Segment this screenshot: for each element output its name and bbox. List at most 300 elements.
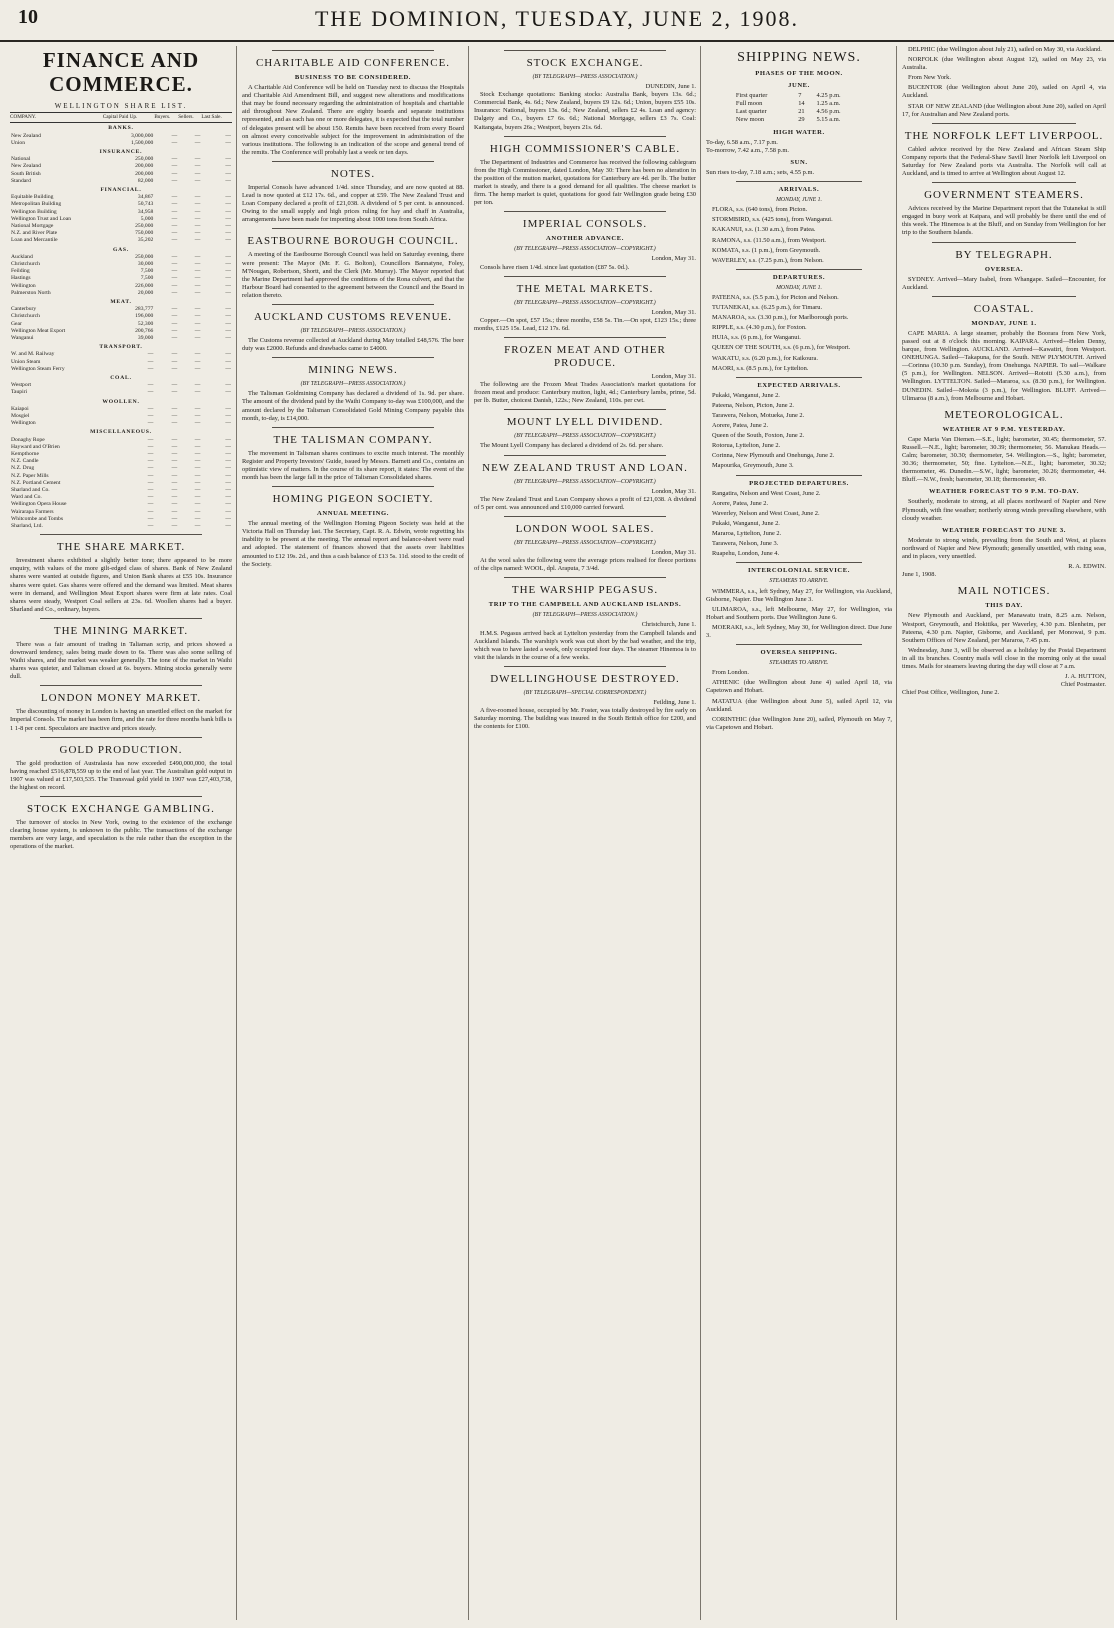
share-row — [10, 328, 232, 335]
shipping-entry: ULIMAROA, s.s., left Melbourne, May 27, for Wellington, via Hobart and Southern ports. Due Wellington June 6. — [706, 605, 892, 621]
moon-phases-title: PHASES OF THE MOON. — [755, 70, 843, 77]
share-cell: — — [225, 405, 231, 412]
share-cell: — — [171, 275, 178, 282]
share-cell: — — [171, 515, 178, 522]
share-row — [10, 230, 232, 237]
share-row — [10, 223, 232, 230]
share-cell: — — [225, 494, 231, 501]
share-cell: — — [194, 389, 201, 396]
share-row — [10, 268, 232, 275]
share-row — [10, 201, 232, 208]
share-category: GAS. — [112, 246, 130, 253]
share-cell: — — [194, 177, 201, 184]
share-cell: 7,500 — [140, 268, 154, 275]
share-cell: — — [194, 358, 201, 365]
column-rule — [896, 46, 897, 1620]
section-divider — [932, 182, 1076, 183]
share-cell: 50,743 — [137, 201, 154, 208]
share-cell: Canterbury — [11, 306, 37, 313]
share-cell: — — [225, 334, 231, 341]
share-table-header: COMPANY. — [10, 113, 103, 123]
share-cell: — — [147, 465, 154, 472]
article-title: HIGH COMMISSIONER'S CABLE. — [489, 142, 681, 155]
article-body: The following are the Frozen Meat Trades Association's market quotations for frozen meat and produce: Canterbury mutton, light, 4d.; Canterbury lambs, prime, 5d. per lb. Butter, choicest Danish, 122s.; New Zealand, 110s. per cwt. — [474, 381, 696, 405]
column-shipping — [706, 46, 892, 1620]
article-body: The Talisman Goldmining Company has declared a dividend of 1s. 9d. per share. The amount of the dividend paid by the Waihi Company to-day was £100,000, and the amount declared by the Talisman Consolidated Gold Mining Company payable this month, to-day, is £14,000. — [242, 390, 464, 422]
share-cell: Sharland and Co. — [11, 487, 50, 494]
share-cell: — — [194, 479, 201, 486]
share-cell: — — [194, 451, 201, 458]
share-cell: 200,000 — [135, 170, 154, 177]
share-cell: Union Steam — [11, 358, 41, 365]
shipping-entry: Waverley, Nelson and West Coast, June 2. — [712, 509, 820, 517]
column-news-1 — [242, 46, 464, 1620]
share-cell: — — [171, 508, 178, 515]
share-cell: — — [194, 405, 201, 412]
oversea-entry: DELPHIC (due Wellington about July 21), sailed on May 30, via Auckland. — [908, 46, 1102, 53]
share-category: BANKS. — [108, 125, 134, 132]
share-row — [10, 306, 232, 313]
share-cell: — — [225, 163, 231, 170]
share-cell: — — [194, 275, 201, 282]
share-cell: — — [147, 382, 154, 389]
share-row — [10, 516, 232, 523]
share-cell: — — [194, 443, 201, 450]
article-body: H.M.S. Pegasus arrived back at Lyttelton yesterday from the Campbell Islands and Auckland Islands. The warship's work was cut short by the bad weather, and the trip, which was to have lasted a week, only occupied four days. The steamer Hinemoa is to visit the islands in the course of a few weeks. — [474, 629, 696, 661]
share-cell: — — [225, 382, 231, 389]
share-cell: — — [171, 268, 178, 275]
share-cell: 82,000 — [137, 177, 154, 184]
article-title: THE MINING MARKET. — [53, 624, 189, 637]
article-body: Cabled advice received by the New Zealand and African Steam Ship Company reports that the Federal-Shaw Savill liner Norfolk left Liverpool on Saturday for New Zealand ports via Australia. The Norfolk will call at Auckland, and is timed to arrive at Wellington about August 12. — [902, 145, 1106, 178]
share-cell: — — [225, 282, 231, 289]
share-category: COAL. — [110, 375, 132, 381]
share-category: MISCELLANEOUS. — [90, 429, 152, 436]
share-cell: — — [194, 170, 201, 177]
share-row — [10, 140, 232, 147]
shipping-entry: Queen of the South, Foxton, June 2. — [712, 432, 805, 440]
moon-phase-cell: New moon — [735, 116, 765, 124]
shipping-entry: MAORI, s.s. (8.5 p.m.), for Lyttelton. — [712, 364, 809, 372]
article-title: MINING NEWS. — [308, 364, 398, 377]
share-cell: — — [171, 282, 178, 289]
shipping-entry: Ruapehu, London, June 4. — [712, 550, 780, 558]
share-cell: — — [194, 313, 201, 320]
shipping-entry: Tarawera, Nelson, Motueka, June 2. — [712, 412, 805, 419]
share-cell: — — [147, 405, 154, 412]
share-category-row — [10, 123, 232, 133]
share-row — [10, 501, 232, 508]
article-body: The annual meeting of the Wellington Homing Pigeon Society was held at the Victoria Hall on Thursday last. The Secretary, Capt. R. A. Edwin, wrote regretting his inability to be present at the meeting. The annual report and balance-sheet were read and adopted. The statement of finances showed that the assets over liabilities amounted to £12 19s. 2d., and thus a cash balance of £13 5s. 11d. stood to the credit of the Society. — [242, 520, 464, 568]
article-subtitle: MONDAY, JUNE 1. — [971, 319, 1037, 327]
shipping-entry: FLORA, s.s. (640 tons), from Picton. — [712, 206, 808, 214]
shipping-entry: MANAROA, s.s. (3.30 p.m.), for Marlborough ports. — [712, 314, 849, 322]
article-title: NOTES. — [330, 167, 376, 180]
share-cell: 250,000 — [135, 222, 154, 229]
share-category-row — [10, 147, 232, 156]
share-cell: — — [171, 458, 178, 465]
share-cell: Wairarapa Farmers — [11, 508, 54, 515]
forecast2-text: Moderate to strong winds, prevailing from the South and West, at places northward of Napier and New Plymouth; generally unsettled, with rising seas, and in places, very unsettled. — [902, 536, 1106, 561]
article-credit: (BY TELEGRAPH—PRESS ASSOCIATION.) — [532, 74, 638, 80]
shipping-section-title: OVERSEA SHIPPING. — [760, 649, 838, 657]
share-cell: — — [171, 170, 178, 177]
shipping-entry: Rotorua, Lyttelton, June 2. — [712, 442, 781, 450]
share-cell: — — [225, 170, 231, 177]
oversea-entry: BUCENTOR (due Wellington about June 20), sailed on April 4, via Auckland. — [902, 84, 1106, 100]
shipping-entry: Mararoa, Lyttelton, June 2. — [712, 530, 782, 538]
article-title: FROZEN MEAT AND OTHER PRODUCE. — [504, 343, 666, 369]
shipping-entry: Rangatira, Nelson and West Coast, June 2. — [712, 489, 821, 497]
article-title: THE SHARE MARKET. — [56, 541, 186, 554]
share-cell: — — [225, 420, 231, 427]
share-cell: — — [171, 222, 178, 229]
share-cell: N.Z. and River Plate — [11, 230, 58, 237]
share-cell: — — [171, 358, 178, 365]
forecast2-heading: WEATHER FORECAST TO JUNE 3. — [942, 526, 1066, 534]
section-divider — [272, 357, 434, 358]
newspaper-title: THE DOMINION, TUESDAY, JUNE 2, 1908. — [314, 6, 800, 31]
finance-articles — [10, 534, 232, 851]
forecast-text: Southerly, moderate to strong, at all places northward of Napier and New Plymouth, with fine weather; northerly strong winds prevailing elsewhere, with cloudy weather. — [902, 498, 1106, 522]
share-cell: — — [171, 382, 178, 389]
share-row — [10, 458, 232, 465]
article-dateline: London, May 31. — [651, 308, 696, 316]
share-cell: 226,000 — [135, 282, 154, 289]
share-cell: — — [225, 508, 231, 515]
share-cell: — — [194, 132, 201, 139]
share-cell: Union — [11, 139, 25, 146]
share-cell: — — [171, 405, 178, 412]
share-cell: — — [225, 389, 231, 396]
shipping-section-title: PROJECTED DEPARTURES. — [749, 479, 849, 487]
shipping-entry: STORMBIRD, s.s. (425 tons), from Wanganui. — [712, 216, 833, 224]
moon-phase-cell: Last quarter — [735, 108, 767, 116]
article-credit: (BY TELEGRAPH—PRESS ASSOCIATION—COPYRIGHT.) — [514, 433, 656, 440]
shipping-entry: Pukaki, Wanganui, June 2. — [712, 391, 780, 399]
share-cell: — — [147, 501, 154, 508]
shipping-section-subtitle: STEAMERS TO ARRIVE. — [769, 578, 829, 585]
shipping-section-title: DEPARTURES. — [772, 273, 826, 281]
share-cell: — — [194, 327, 201, 334]
article-title: THE WARSHIP PEGASUS. — [511, 584, 659, 597]
sun-times: Sun rises to-day, 7.18 a.m.; sets, 4.55 p.m. — [706, 168, 815, 176]
moon-phase-cell: 21 — [798, 108, 805, 116]
share-cell: — — [194, 230, 201, 237]
share-cell: 52,300 — [137, 320, 154, 327]
share-cell: 196,000 — [135, 313, 154, 320]
share-cell: — — [194, 156, 201, 163]
article-body: CAPE MARIA. A large steamer, probably the Boorara from New York, passed out at 8 o'clock this morning. KAIPARA. Arrived—Helen Denny, barque, from Wellington. AUCKLAND. Arrived—Kawatiri, from Westport. ONEHUNGA. Sailed—Takapuna, for the South. NEW PLYMOUTH. Arrived—Corinna (10.30 p.m. Sunday), from Onehunga. NAPIER. To sail—Walkare (5 p.m.), for Wellington. NELSON. Arrived—Rotoiti (5.30 a.m.), from Wellington. LYTTELTON. Sailed—Mararoa, s.s. (8.30 p.m.), for Wellington. DUNEDIN. Sailed—Mokoia (3 p.m.), for Wellington. BLUFF. Arrived—Ulimaroa (8 a.m.), from Melbourne and Hobart. — [902, 329, 1106, 402]
share-cell: — — [171, 413, 178, 420]
share-cell: — — [171, 289, 178, 296]
article-title: MOUNT LYELL DIVIDEND. — [506, 416, 664, 429]
share-category-row — [10, 297, 232, 306]
share-row — [10, 290, 232, 297]
share-cell: Wellington Trust and Loan — [11, 215, 71, 222]
share-row — [10, 359, 232, 366]
share-row — [10, 351, 232, 358]
share-cell: 5,000 — [140, 215, 154, 222]
share-cell: Wellington — [11, 282, 36, 289]
article-title: COASTAL. — [973, 302, 1035, 315]
section-divider — [932, 296, 1076, 297]
share-row — [10, 389, 232, 396]
share-cell: — — [225, 451, 231, 458]
shipping-entry: TUTANEKAI, s.s. (6.25 p.m.), for Timaru. — [712, 304, 823, 312]
share-table-header: Last Sale. — [201, 113, 232, 123]
share-row — [10, 313, 232, 320]
oversea-entry: STAR OF NEW ZEALAND (due Wellington about June 20), sailed on April 17, for Australian and New Zealand ports. — [902, 102, 1106, 118]
share-cell: Kaiapoi — [11, 405, 29, 412]
moon-phase-cell: 29 — [798, 116, 805, 124]
shipping-entry: CORINTHIC (due Wellington June 20), sailed, Plymouth on May 7, via Capetown and Hobart. — [706, 715, 892, 731]
finance-heading: FINANCE AND COMMERCE. — [42, 48, 200, 96]
weather-date: June 1, 1908. — [902, 571, 937, 579]
high-water-line: To-morrow, 7.42 a.m., 7.58 p.m. — [706, 146, 789, 154]
share-cell: N.Z. Candle — [11, 458, 39, 465]
share-cell: — — [147, 365, 154, 372]
article-dateline: London, May 31. — [651, 372, 696, 380]
share-cell: — — [194, 472, 201, 479]
share-cell: — — [194, 487, 201, 494]
article-body: At the wool sales the following were the average prices realised for fleece portions of the clips named: WOOL, dpl. Araputa, 7 3/4d. — [474, 557, 696, 573]
article-title: CHARITABLE AID CONFERENCE. — [255, 57, 451, 69]
share-row — [10, 451, 232, 458]
article-body: A Charitable Aid Conference will be held on Tuesday next to discuss the Hospitals and Charitable Aid Amendment Bill, and suggest new alterations and modifications that may be found necessary regarding the administration of hospitals and charitable aid throughout New Zealand. There are eighty boards and separate institutions represented, and as each has one or more delegates, it is expected that the total number of delegates present will be about 150. Remits have been received from every Board on almost every conceivable subject for the improvement in administration of the various institutions. The following is an indication of the scope and general trend of the remits. The Conference will probably last a week or ten days. — [242, 84, 464, 156]
share-cell: — — [225, 268, 231, 275]
article-body: A meeting of the Eastbourne Borough Council was held on Saturday evening, there were present: The Mayor (Mr. F. G. Bolton), Councillors Bannatyne, Foley, M'Nougan, Robertson, Shortt, and the Clerk (Mr. Murray). The Mayor reported that the Marine Department had approved the conditions of the Rona culvert, and that the Harbour Board had consented to the agreement between the Council and the Board in relation thereto. — [242, 251, 464, 299]
share-category: INSURANCE. — [99, 148, 143, 155]
share-cell: — — [194, 282, 201, 289]
share-cell: South British — [11, 170, 41, 177]
share-cell: — — [225, 156, 231, 163]
article-body: Advices received by the Marine Department report that the Tutanekai is still engaged in buoy work at Kaipara, and will probably be there until the end of this week. The Hinemoa is at the Bluff, and on Sunday from Wellington for her trip to the Southern Islands. — [902, 205, 1106, 237]
share-cell: — — [194, 320, 201, 327]
moon-phase-cell: 7 — [798, 92, 802, 100]
share-category-row — [10, 397, 232, 406]
moon-phase-cell: 4.56 p.m. — [816, 108, 841, 116]
article-credit: (BY TELEGRAPH—PRESS ASSOCIATION.) — [532, 612, 638, 619]
share-cell: 7,500 — [140, 275, 154, 282]
share-cell: Whitcombe and Tombs — [11, 515, 64, 522]
share-row — [10, 194, 232, 201]
column-rule — [236, 46, 237, 1620]
share-cell: — — [225, 253, 231, 260]
share-cell: — — [147, 443, 154, 450]
article-body: The discounting of money in London is having an unsettled effect on the market for Imperial Consols. The market has been firm, and the rate for three months bank bills is 1 1-8 per cent. Speculators are inactive and prices steady. — [10, 708, 232, 732]
share-cell: — — [225, 237, 231, 244]
share-cell: Palmerston North — [11, 289, 51, 296]
share-row — [10, 283, 232, 290]
share-cell: Westport — [11, 382, 32, 389]
article-body: Copper.—On spot, £57 15s.; three months, £58 5s. Tin.—On spot, £123 15s.; three months, £125 15s. Lead, £12 17s. 6d. — [474, 316, 696, 332]
share-cell: — — [225, 479, 231, 486]
section-divider — [736, 475, 862, 476]
share-cell: — — [194, 222, 201, 229]
section-divider — [272, 304, 434, 305]
share-cell: — — [194, 215, 201, 222]
page-number: 10 — [18, 6, 38, 28]
share-cell: Loan and Mercantile — [11, 237, 58, 244]
share-list-title: WELLINGTON SHARE LIST. — [54, 102, 188, 110]
moon-phase-row — [734, 108, 864, 116]
article-body: The Department of Industries and Commerce has received the following cablegram from the High Commissioner, dated London, May 30: There has been no alteration in the position of the mutton market, quotations for Canterbury are 4d. per lb. The butter market is steady, and there is a good demand for all qualities. The cheese market is firm. The hemp market is quiet, quotations for good fair Wellington grade being £30 per ton. — [474, 158, 696, 207]
section-divider — [736, 644, 862, 645]
share-cell: — — [171, 389, 178, 396]
share-cell: 283,777 — [135, 306, 154, 313]
share-cell: 250,000 — [135, 156, 154, 163]
oversea-arrivals — [902, 46, 1106, 119]
article-credit: (BY TELEGRAPH—PRESS ASSOCIATION.) — [300, 381, 406, 388]
article-title: STOCK EXCHANGE. — [526, 57, 644, 69]
shipping-entry: Aorere, Patea, June 2. — [712, 499, 769, 507]
share-cell: — — [225, 139, 231, 146]
share-cell: — — [225, 358, 231, 365]
share-cell: — — [171, 230, 178, 237]
shipping-entry: Aorere, Patea, June 2. — [712, 422, 769, 430]
shipping-entry: Corinna, New Plymouth and Onehunga, June 2. — [712, 452, 835, 460]
section-divider — [504, 577, 666, 578]
article-title: THE TALISMAN COMPANY. — [273, 433, 433, 446]
share-cell: Standard — [11, 177, 31, 184]
share-cell: 39,000 — [137, 334, 154, 341]
share-cell: — — [194, 501, 201, 508]
article-title: DWELLINGHOUSE DESTROYED. — [490, 672, 680, 685]
news-articles — [242, 50, 464, 569]
share-cell: — — [225, 132, 231, 139]
article-title: THE METAL MARKETS. — [516, 282, 654, 295]
share-cell: — — [147, 487, 154, 494]
article-subtitle: ANOTHER ADVANCE. — [546, 235, 624, 243]
article-body: Consols have risen 1/4d. since last quotation (£87 5s. 0d.). — [480, 263, 630, 271]
share-cell: — — [171, 465, 178, 472]
moon-phase-cell: 4.25 p.m. — [816, 92, 841, 100]
section-divider — [40, 685, 202, 686]
share-row — [10, 366, 232, 373]
share-cell: — — [147, 523, 154, 530]
share-cell: — — [225, 260, 231, 267]
article-title: BY TELEGRAPH. — [955, 248, 1053, 261]
share-cell: New Zealand — [11, 132, 41, 139]
section-divider — [504, 666, 666, 667]
share-cell: 34,958 — [137, 208, 154, 215]
share-cell: — — [171, 313, 178, 320]
section-divider — [736, 181, 862, 182]
share-row — [10, 335, 232, 342]
share-row — [10, 178, 232, 185]
share-cell: — — [171, 177, 178, 184]
share-row — [10, 509, 232, 516]
high-water-title: HIGH WATER. — [773, 128, 825, 136]
article-subtitle: TRIP TO THE CAMPBELL AND AUCKLAND ISLANDS. — [488, 601, 682, 609]
share-cell: 30,000 — [137, 260, 154, 267]
shipping-entry: Pateena, Nelson, Picton, June 2. — [712, 401, 794, 409]
share-cell: — — [194, 289, 201, 296]
share-row — [10, 275, 232, 282]
section-divider — [504, 455, 666, 456]
share-cell: — — [194, 306, 201, 313]
share-cell: Auckland — [11, 253, 33, 260]
share-cell: — — [225, 320, 231, 327]
shipping-section-title: EXPECTED ARRIVALS. — [757, 381, 841, 389]
weather-report: Cape Maria Van Diemen.—S.E., light; barometer, 30.45; thermometer, 57. Russell.—N.E., light; barometer, 30.39; thermometer, 56. Manukau Heads.—Calm; barometer, 30.30; thermometer, 54. Wellington.—S., light; barometer, 30.36; thermometer, 50; fine. Lyttelton.—N.E., light; barometer, 30.32; thermometer, 46. Dunedin.—S.W., light; barometer, 30.26; thermometer, 44. Bluff.—N.W., fresh; barometer, 30.18; thermometer, 49. — [902, 435, 1106, 484]
share-cell: — — [225, 194, 231, 201]
shipping-entry: WAVERLEY, s.s. (7.25 p.m.), from Nelson. — [712, 256, 824, 264]
share-table-header: Sellers. — [178, 113, 201, 123]
share-cell: Kempthorne — [11, 451, 39, 458]
share-cell: — — [194, 253, 201, 260]
share-category-row — [10, 185, 232, 194]
column-news-2 — [474, 46, 696, 1620]
share-cell: 20,000 — [137, 289, 154, 296]
share-cell: — — [194, 494, 201, 501]
share-cell: — — [147, 515, 154, 522]
share-cell: — — [225, 289, 231, 296]
share-cell: N.Z. Paper Mills — [11, 472, 49, 479]
shipping-entry: WIMMERA, s.s., left Sydney, May 27, for Wellington, via Auckland, Gisborne, Napier. Due Wellington June 3. — [706, 587, 892, 603]
share-cell: — — [171, 479, 178, 486]
share-cell: — — [225, 327, 231, 334]
share-cell: — — [194, 508, 201, 515]
share-row — [10, 237, 232, 244]
share-cell: Wanganui — [11, 334, 34, 341]
share-table — [10, 112, 232, 530]
article-body: The Mount Lyell Company has declared a dividend of 2s. 6d. per share. — [480, 442, 664, 450]
share-cell: — — [194, 334, 201, 341]
masthead — [0, 0, 1114, 42]
share-cell: — — [171, 320, 178, 327]
article-title: AUCKLAND CUSTOMS REVENUE. — [253, 310, 453, 323]
share-cell: — — [147, 508, 154, 515]
shipping-entry: Mapourika, Greymouth, June 3. — [712, 462, 794, 470]
share-row — [10, 480, 232, 487]
article-subtitle: ANNUAL MEETING. — [316, 510, 389, 518]
share-cell: — — [147, 351, 154, 358]
section-divider — [736, 269, 862, 270]
article-dateline: Christchurch, June 1. — [641, 621, 696, 629]
section-divider — [504, 136, 666, 137]
share-row — [10, 406, 232, 413]
share-cell: — — [171, 351, 178, 358]
share-cell: — — [171, 436, 178, 443]
share-cell: — — [225, 487, 231, 494]
article-body: A five-roomed house, occupied by Mr. Foster, was totally destroyed by fire early on Saturday morning. The building was insured in the South British office for £200, and the contents for £100. — [474, 707, 696, 731]
share-row — [10, 382, 232, 389]
oversea-entry: From New York. — [908, 74, 951, 82]
shipping-entry: WAKATU, s.s. (6.20 p.m.), for Kaikoura. — [712, 354, 818, 362]
share-cell: Christchurch — [11, 313, 40, 320]
article-body: The turnover of stocks in New York, owing to the existence of the exchange clearing house system, is unknown to the public. The transactions of the exchange members are very large, and speculation is the rule rather than the exception in the operations of the market. — [10, 819, 232, 851]
share-cell: 200,766 — [135, 327, 154, 334]
shipping-section-subtitle: STEAMERS TO ARRIVE. — [769, 660, 829, 667]
article-body: Imperial Consols have advanced 1/4d. since Thursday, and are now quoted at 88. Lead is now quoted at £12 17s. 6d., and copper at £59. The New Zealand Trust and Loan Company declared a profit of £21,038. A dividend of 5 per cent. is announced. Owing to the small supply and high prices ruling for hay and chaff in Australia, arrangements have been made for importing about 1000 tons from South Africa. — [242, 183, 464, 224]
share-cell: Wellington Meat Export — [11, 327, 66, 334]
column-finance — [10, 46, 232, 1620]
share-cell: — — [171, 443, 178, 450]
share-cell: — — [225, 443, 231, 450]
section-divider — [504, 337, 666, 338]
article-title: LONDON WOOL SALES. — [515, 522, 655, 535]
share-row — [10, 444, 232, 451]
article-title: THE NORFOLK LEFT LIVERPOOL. — [904, 129, 1104, 142]
section-divider — [504, 409, 666, 410]
article-dateline: London, May 31. — [651, 549, 696, 556]
article-body: The New Zealand Trust and Loan Company shows a profit of £21,038. A dividend of 5 per cent. was announced and £10,000 carried forward. — [474, 495, 696, 511]
article-body: The gold production of Australasia has now exceeded £490,000,000, the total having reached £516,878,559 up to the end of last year. The Australian gold output in 1907 was valued at £17,503,535. The Transvaal gold yield in 1907 was £27,403,738, the highest on record. — [10, 759, 232, 791]
share-cell: — — [194, 194, 201, 201]
article-subtitle: BUSINESS TO BE CONSIDERED. — [294, 74, 412, 81]
